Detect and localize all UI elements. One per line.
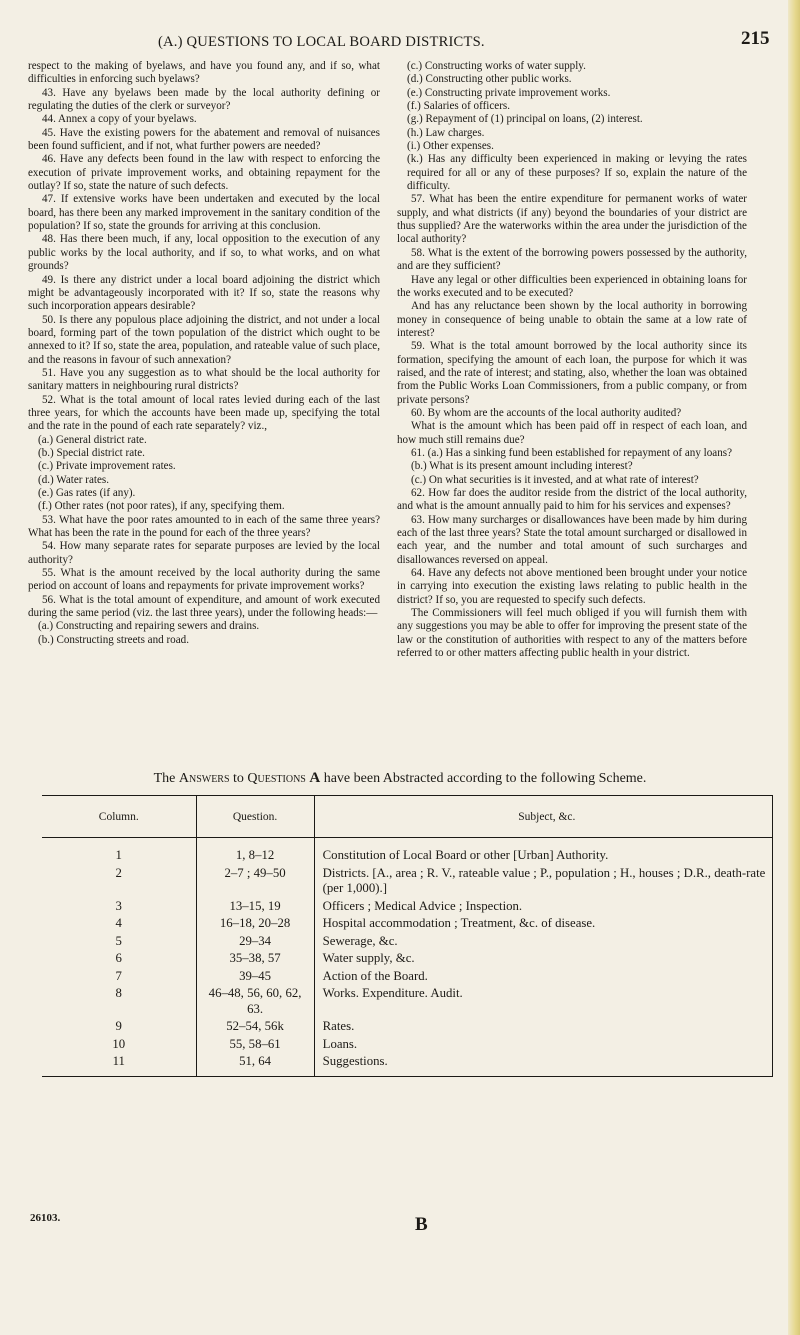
paragraph: 59. What is the total amount borrowed by the local authority since its formation, specifying the amount of each loan, the purpose for which it was raised, and the rate of interest; and stating, also, whether the loan was obtained from the Public Works Loan Commissioners, from a public company, or from private persons?	[397, 340, 747, 406]
cell-column: 5	[42, 933, 196, 951]
cell-column: 6	[42, 950, 196, 968]
paragraph: 63. How many surcharges or disallowances have been made by him during each of the last three years? State the total amount surcharged or disallowed in each year, and the number and total amount of such surcharges and disallowances reversed on appeal.	[397, 513, 747, 566]
page-edge	[788, 0, 800, 1335]
table-row	[42, 865, 773, 898]
notice-letter: A	[309, 770, 321, 786]
table-row	[42, 1036, 773, 1054]
paragraph: (a.) General district rate.	[38, 433, 147, 446]
cell-subject: Suggestions.	[314, 1053, 772, 1076]
cell-subject: Officers ; Medical Advice ; Inspection.	[314, 898, 772, 916]
table-row	[42, 985, 773, 1018]
right-column	[397, 60, 747, 660]
paragraph: 60. By whom are the accounts of the local authority audited?	[411, 406, 682, 419]
paragraph: 51. Have you any suggestion as to what should be the local authority for sanitary matters in neighbouring rural districts?	[28, 366, 380, 393]
cell-question: 2–7 ; 49–50	[196, 865, 314, 898]
cell-subject: Hospital accommodation ; Treatment, &c. of disease.	[314, 915, 772, 933]
paragraph: (d.) Constructing other public works.	[407, 73, 572, 86]
cell-subject: Rates.	[314, 1018, 772, 1036]
table-row	[42, 838, 773, 865]
paragraph: respect to the making of byelaws, and have you found any, and if so, what difficulties in enforcing such byelaws?	[28, 60, 380, 86]
paragraph: And has any reluctance been shown by the local authority in borrowing money in consequence of being unable to obtain the same at a low rate of interest?	[397, 300, 747, 339]
paragraph: (b.) What is its present amount including interest?	[411, 460, 633, 473]
table-row	[42, 915, 773, 933]
cell-question: 16–18, 20–28	[196, 915, 314, 933]
paragraph: 46. Have any defects been found in the law with respect to enforcing the execution of private improvement works, and obtaining repayment for the outlay? If so, state the nature of such defects.	[28, 153, 380, 193]
cell-column: 1	[42, 838, 196, 865]
page-number: 215	[741, 28, 770, 49]
table-header-row	[42, 796, 773, 838]
left-column	[28, 60, 380, 647]
paragraph: (a.) Constructing and repairing sewers and drains.	[38, 620, 260, 633]
header-subject: Subject, &c.	[314, 796, 772, 838]
paragraph: 47. If extensive works have been undertaken and executed by the local board, has there been any marked improvement in the sanitary condition of the population? If so, state the grounds for arriving at this conclusion.	[28, 193, 380, 233]
paragraph: 55. What is the amount received by the local authority during the same period on account of loans and repayments for private improvement works?	[28, 567, 380, 593]
paragraph: 54. How many separate rates for separate purposes are levied by the local authority?	[28, 540, 380, 566]
paragraph: 44. Annex a copy of your byelaws.	[42, 113, 197, 126]
header-question: Question.	[196, 796, 314, 838]
document-code: 26103.	[30, 1212, 61, 1224]
paragraph: 50. Is there any populous place adjoining the district, and not under a local board, forming part of the town population of the district which ought to be annexed to it? If so, state the area, population, and rateable value of such place, and the reasons in favour of such annexation?	[28, 313, 380, 366]
table-row	[42, 933, 773, 951]
cell-column: 10	[42, 1036, 196, 1054]
paragraph: (b.) Special district rate.	[38, 446, 145, 459]
paragraph: What is the amount which has been paid off in respect of each loan, and how much still remains due?	[397, 420, 747, 446]
paragraph: 45. Have the existing powers for the abatement and removal of nuisances been found sufficient, and if not, what further powers are needed?	[28, 126, 380, 153]
notice-answers: Answers	[178, 771, 230, 786]
cell-subject: Sewerage, &c.	[314, 933, 772, 951]
paragraph: (k.) Has any difficulty been experienced in making or levying the rates required for all or any of these purposes? If so, explain the nature of the difficulty.	[407, 153, 747, 193]
cell-column: 3	[42, 898, 196, 916]
table-row	[42, 950, 773, 968]
cell-question: 13–15, 19	[196, 898, 314, 916]
cell-column: 11	[42, 1053, 196, 1076]
paragraph: 61. (a.) Has a sinking fund been established for repayment of any loans?	[411, 446, 733, 459]
table-row	[42, 1018, 773, 1036]
paragraph: (d.) Water rates.	[38, 473, 109, 486]
scheme-table	[42, 795, 773, 1077]
cell-column: 9	[42, 1018, 196, 1036]
cell-column: 4	[42, 915, 196, 933]
paragraph: 56. What is the total amount of expenditure, and amount of work executed during the same period (viz. the last three years), under the following heads:—	[28, 593, 380, 620]
paragraph: (c.) Constructing works of water supply.	[407, 60, 586, 72]
cell-question: 55, 58–61	[196, 1036, 314, 1054]
notice-post: have been Abstracted according to the following Scheme.	[323, 771, 647, 786]
scheme-notice	[0, 770, 800, 787]
paragraph: (e.) Gas rates (if any).	[38, 487, 136, 499]
paragraph: 48. Has there been much, if any, local opposition to the execution of any public works by the local authority, and if so, to what works, and on what grounds?	[28, 233, 380, 273]
cell-question: 1, 8–12	[196, 838, 314, 865]
cell-subject: Water supply, &c.	[314, 950, 772, 968]
cell-question: 39–45	[196, 968, 314, 986]
table-row	[42, 968, 773, 986]
paragraph: (h.) Law charges.	[407, 126, 485, 139]
paragraph: 62. How far does the auditor reside from the district of the local authority, and what is the amount annually paid to him for his services and expenses?	[397, 487, 747, 513]
paragraph: Have any legal or other difficulties been experienced in obtaining loans for the works executed and to be executed?	[397, 273, 747, 299]
cell-question: 52–54, 56k	[196, 1018, 314, 1036]
paragraph: 64. Have any defects not above mentioned been brought under your notice in carrying into execution the existing laws relating to public health in the district? If so, you are requested to specify such defects.	[397, 567, 747, 606]
paragraph: 43. Have any byelaws been made by the local authority defining or regulating the duties of the clerk or surveyor?	[28, 86, 380, 113]
cell-question: 29–34	[196, 933, 314, 951]
paragraph: (i.) Other expenses.	[407, 140, 494, 153]
cell-question: 51, 64	[196, 1053, 314, 1076]
header-column: Column.	[42, 796, 196, 838]
notice-questions: Questions	[247, 771, 306, 786]
paragraph: 57. What has been the entire expenditure for permanent works of water supply, and what districts (if any) beyond the boundaries of your district are thus supplied? Are the waterworks within the area under the jurisdiction of the local authority?	[397, 193, 747, 246]
cell-question: 46–48, 56, 60, 62, 63.	[196, 985, 314, 1018]
paragraph: (c.) On what securities is it invested, and at what rate of interest?	[411, 473, 699, 486]
page-header	[0, 12, 800, 50]
paragraph: The Commissioners will feel much obliged if you will furnish them with any suggestions you may be able to offer for improving the present state of the law or the constitution of authorities with respect to any of the matters before referred to or other matters affecting public health in your district.	[397, 607, 747, 660]
cell-subject: Loans.	[314, 1036, 772, 1054]
cell-subject: Districts. [A., area ; R. V., rateable value ; P., population ; H., houses ; D.R., death-rate (per 1,000).]	[314, 865, 772, 898]
cell-column: 7	[42, 968, 196, 986]
paragraph: (f.) Salaries of officers.	[407, 100, 510, 113]
paragraph: 52. What is the total amount of local rates levied during each of the last three years, for which the accounts have been made up, specifying the total and the rate in the pound of each rate separately? viz.,	[28, 393, 380, 433]
cell-column: 2	[42, 865, 196, 898]
table-body	[42, 838, 773, 1077]
paragraph: 58. What is the extent of the borrowing powers possessed by the authority, and are they sufficient?	[397, 246, 747, 273]
paragraph: (f.) Other rates (not poor rates), if any, specifying them.	[38, 500, 285, 513]
signature-mark: B	[415, 1214, 428, 1235]
cell-question: 35–38, 57	[196, 950, 314, 968]
paragraph: 53. What have the poor rates amounted to in each of the same three years? What has been the rate in the pound for each of the three years?	[28, 513, 380, 540]
paragraph: (b.) Constructing streets and road.	[38, 633, 189, 646]
cell-subject: Works. Expenditure. Audit.	[314, 985, 772, 1018]
notice-pre: The	[153, 771, 176, 786]
table-row	[42, 898, 773, 916]
table-row	[42, 1053, 773, 1076]
paragraph: (g.) Repayment of (1) principal on loans, (2) interest.	[407, 113, 643, 126]
paragraph: (e.) Constructing private improvement works.	[407, 86, 611, 99]
section-title: (A.) QUESTIONS TO LOCAL BOARD DISTRICTS.	[158, 34, 485, 50]
paragraph: 49. Is there any district under a local board adjoining the district which might be advantageously incorporated with it? If so, state the reasons why such incorporation appears desirable?	[28, 273, 380, 313]
cell-subject: Action of the Board.	[314, 968, 772, 986]
notice-to: to	[233, 771, 244, 786]
paragraph: (c.) Private improvement rates.	[38, 460, 176, 473]
cell-column: 8	[42, 985, 196, 1018]
cell-subject: Constitution of Local Board or other [Urban] Authority.	[314, 838, 772, 865]
